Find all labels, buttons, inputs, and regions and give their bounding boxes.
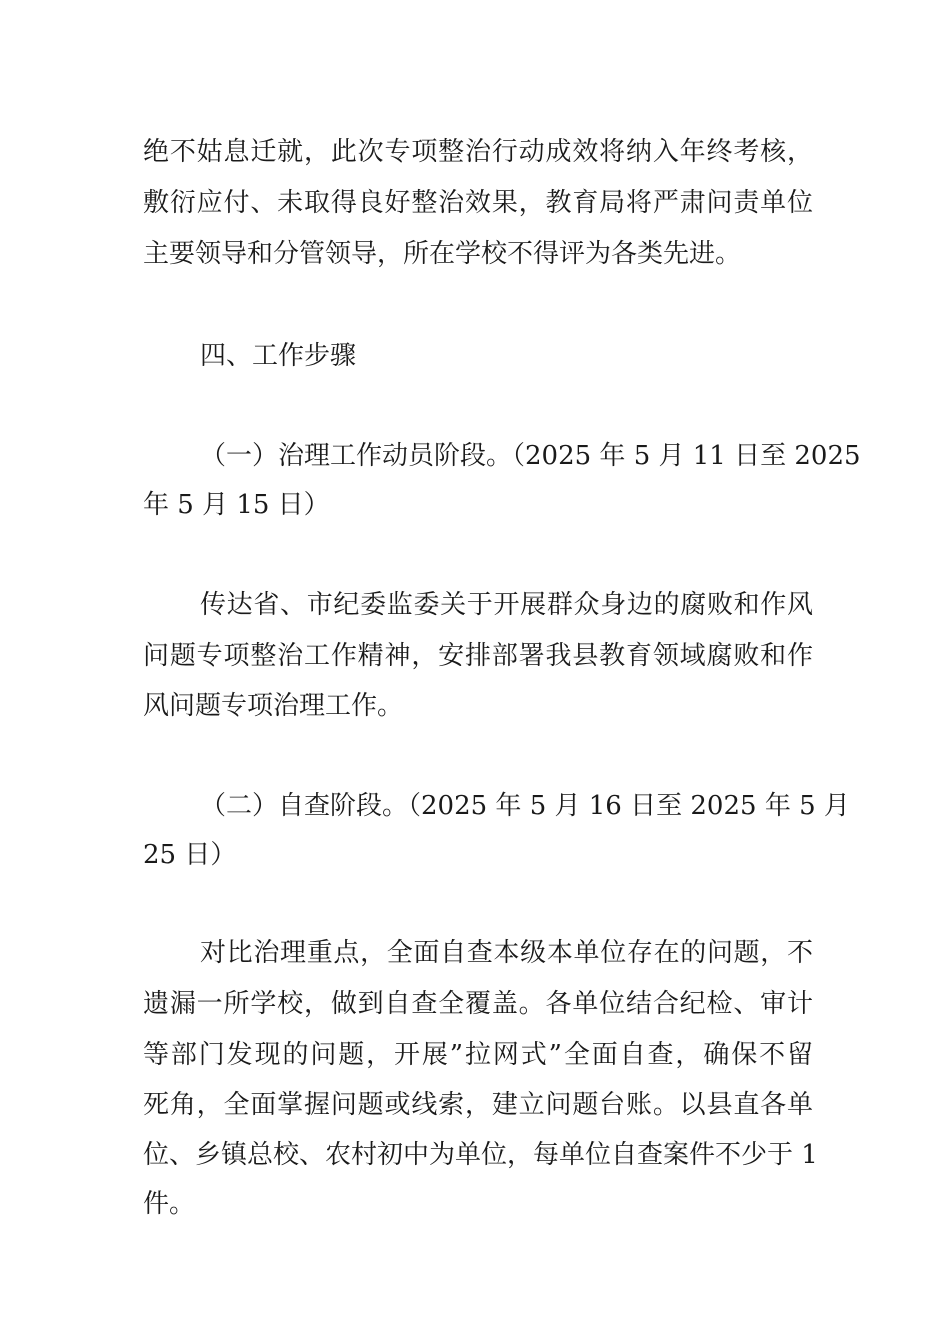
- paragraph-line: 敷衍应付、未取得良好整治效果，教育局将严肃问责单位: [143, 188, 813, 218]
- paragraph-line: 绝不姑息迁就，此次专项整治行动成效将纳入年终考核，: [143, 137, 813, 167]
- paragraph-line: 死角，全面掌握问题或线索，建立问题台账。以县直各单: [143, 1090, 813, 1120]
- paragraph-line: 等部门发现的问题，开展”拉网式”全面自查，确保不留: [143, 1040, 813, 1070]
- paragraph-line: 件。: [143, 1189, 196, 1219]
- step-heading: （一）治理工作动员阶段。（2025 年 5 月 11 日至 2025: [200, 441, 861, 471]
- step-heading: （二）自查阶段。（2025 年 5 月 16 日至 2025 年 5 月: [200, 791, 850, 821]
- paragraph-line: 位、乡镇总校、农村初中为单位，每单位自查案件不少于 1: [143, 1140, 818, 1170]
- paragraph-line: 对比治理重点，全面自查本级本单位存在的问题，不: [200, 938, 813, 968]
- paragraph-line: 风问题专项治理工作。: [143, 691, 404, 721]
- paragraph-line: 传达省、市纪委监委关于开展群众身边的腐败和作风: [200, 590, 813, 620]
- step-heading: 年 5 月 15 日）: [143, 490, 330, 520]
- step-heading: 25 日）: [143, 840, 237, 870]
- paragraph-line: 遗漏一所学校，做到自查全覆盖。各单位结合纪检、审计: [143, 989, 813, 1019]
- paragraph-line: 问题专项整治工作精神，安排部署我县教育领域腐败和作: [143, 641, 813, 671]
- section-heading: 四、工作步骤: [200, 341, 357, 371]
- paragraph-line: 主要领导和分管领导，所在学校不得评为各类先进。: [143, 239, 742, 269]
